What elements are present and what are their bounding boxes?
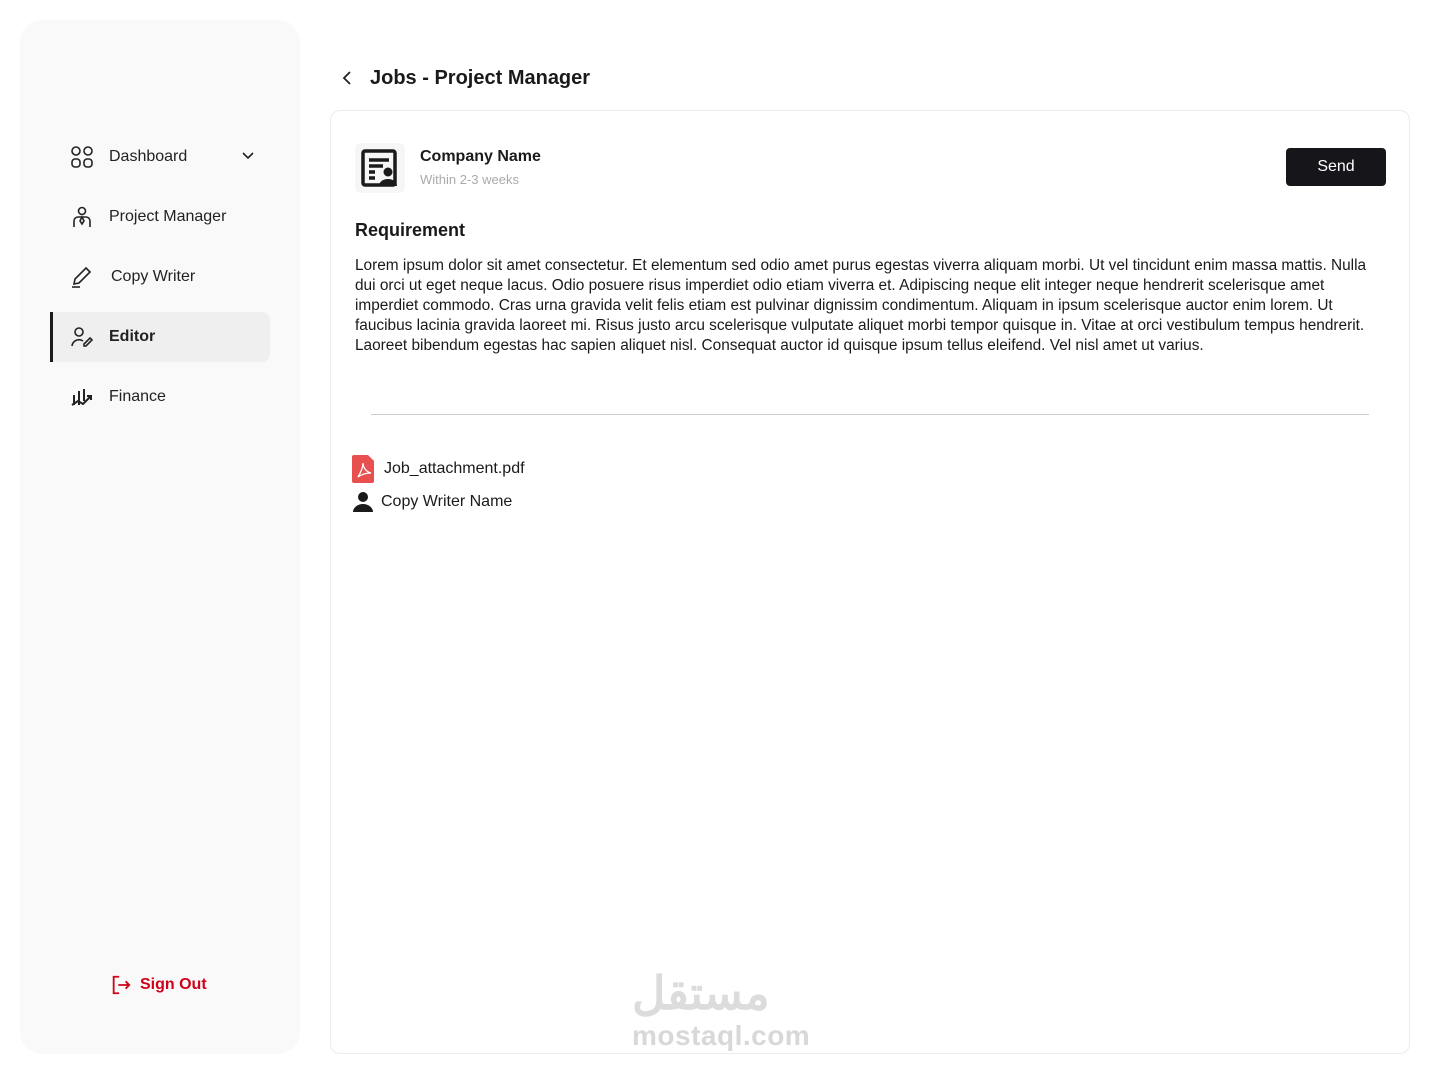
requirement-text: Lorem ipsum dolor sit amet consectetur. Et elementum sed odio amet purus egestas viverra aliquam morbi. Ut vel tincidunt enim massa mattis. Nulla dui orci ut eget neque lacus. Odio posuere risus imperdiet odio etiam viverra et. Adipiscing neque elit integer neque hendrerit scelerisque amet imperdiet commodo. Cras urna gravida velit felis etiam est pulvinar dignissim condimentum. Aliquam in ipsum scelerisque auctor enim lorem. Ut faucibus lacinia gravida laoreet mi. Risus justo arcu scelerisque vulputate aliquet morbi tempor quisque in. Vitae at orci vestibulum tempus hendrerit. Laoreet bibendum egestas hac sapien aliquet nisl. Consequat auctor id quisque ipsum tellus eleifend. Vel nisl amet ut varius. [355,257,1367,354]
watermark-text: mostaql.com [632,1020,811,1051]
sidebar [20,20,300,1054]
sidebar-item-label: Editor [109,328,156,345]
page-header [340,66,590,90]
attachment-link[interactable] [352,455,525,483]
attachment-name: Job_attachment.pdf [384,460,525,477]
sidebar-item-label: Copy Writer [111,268,196,285]
pen-icon [70,265,94,289]
grid-icon [70,145,94,169]
send-button[interactable]: Send [1286,148,1386,186]
sidebar-item-copy-writer[interactable] [50,252,270,302]
job-card [330,110,1410,1054]
pdf-icon [352,455,376,483]
manager-icon [70,205,94,229]
sidebar-item-editor[interactable] [50,312,270,362]
sign-out-label: Sign Out [140,976,207,993]
job-timeline: Within 2-3 weeks [420,172,519,187]
sidebar-item-project-manager[interactable] [50,192,270,242]
sidebar-item-dashboard[interactable] [50,132,270,182]
page-title: Jobs - Project Manager [370,66,591,89]
requirement-title: Requirement [355,220,466,240]
writer-name: Copy Writer Name [381,493,513,510]
chevron-down-icon[interactable] [240,147,256,168]
sign-out-button[interactable] [110,974,207,996]
sidebar-item-label: Dashboard [109,148,188,165]
user-icon [352,491,374,513]
company-document-icon [355,143,405,193]
sidebar-item-finance[interactable] [50,372,270,422]
sign-out-icon [110,974,132,996]
assigned-writer [352,491,512,513]
company-name: Company Name [420,148,541,165]
user-edit-icon [70,325,94,349]
watermark-logo: مستقل [632,967,770,1019]
chart-icon [70,385,94,409]
sidebar-item-label: Project Manager [109,208,227,225]
divider [371,414,1369,415]
sidebar-item-label: Finance [109,388,166,405]
back-chevron-icon[interactable] [340,66,360,90]
